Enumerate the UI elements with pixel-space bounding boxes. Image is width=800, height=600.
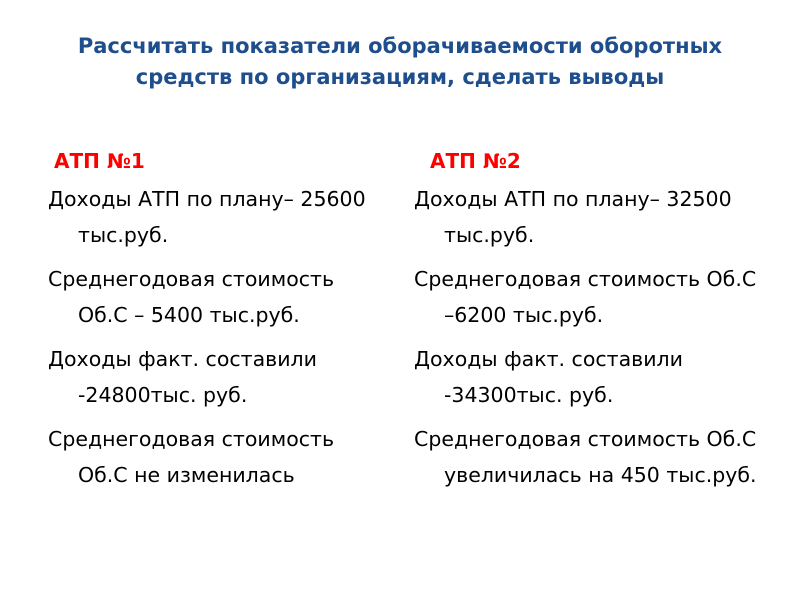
actual-income-text: Доходы факт. составили -34300тыс. руб. <box>414 347 683 407</box>
column-atp-2 <box>414 146 764 501</box>
avg-working-capital-text: Среднегодовая стоимость Об.С – 5400 тыс.руб. <box>48 267 335 327</box>
column-heading: АТП №1 <box>54 149 145 173</box>
slide-title: Рассчитать показатели оборачиваемости оборотных средств по организациям, сделать выводы <box>77 34 723 89</box>
plan-income-text: Доходы АТП по плану– 25600 тыс.руб. <box>48 187 366 247</box>
working-capital-change-text: Среднегодовая стоимость Об.С не изменилась <box>48 427 335 487</box>
working-capital-change-text: Среднегодовая стоимость Об.С увеличилась на 450 тыс.руб. <box>414 427 757 487</box>
actual-income-text: Доходы факт. составили -24800тыс. руб. <box>48 347 317 407</box>
column-heading: АТП №2 <box>430 149 521 173</box>
avg-working-capital-text: Среднегодовая стоимость Об.С –6200 тыс.руб. <box>414 267 757 327</box>
column-atp-1 <box>48 146 388 501</box>
plan-income-text: Доходы АТП по плану– 32500 тыс.руб. <box>414 187 732 247</box>
